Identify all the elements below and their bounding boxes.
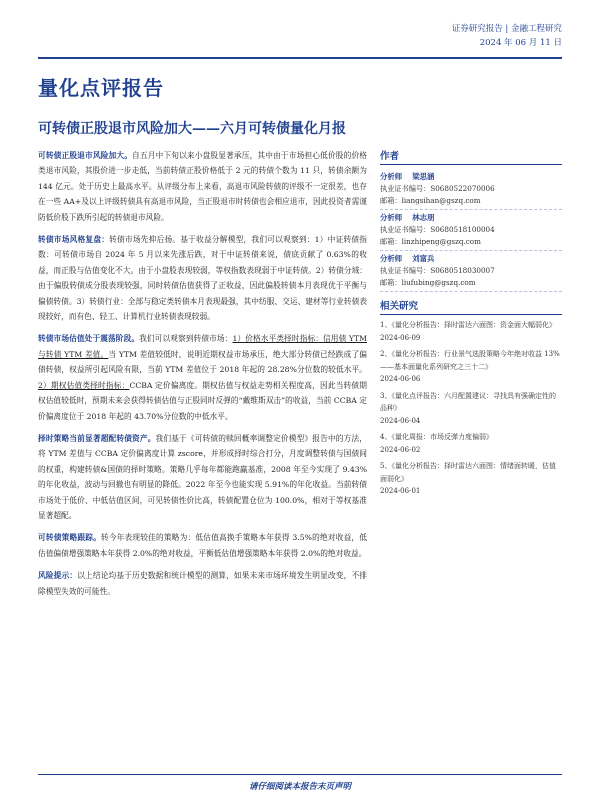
paragraph-strategy-tracking xyxy=(38,530,367,561)
page-title: 可转债正股退市风险加大——六月可转债量化月报 xyxy=(38,121,346,137)
paragraph-lead: 可转债正股退市风险加大。 xyxy=(38,151,133,160)
footer-disclaimer: 请仔细阅读本报告末页声明 xyxy=(248,782,351,792)
paragraph-text: 我们基于《可转债的赎回概率调整定价模型》报告中的方法，将 YTM 差值与 CCBA 定价偏离度计算 zscore，并形成择时综合打分，月度调整转债与国债间的权重，构建转债&国债的择时策略。策略几乎每年都能跑赢基准，2008 年至今实现了 9.43%的年化收益，波动与回撤也有明显的降低。2022 年至今也能实现 5.91%的年化收益。当前转债市场处于低价、中低估值区间，可见转债性价比高，转债配置仓位为 100.0%，相对于等权基准显著超配。 xyxy=(38,433,367,520)
related-research-item[interactable] xyxy=(380,460,562,498)
analyst-email[interactable]: 邮箱：liufubing@gszq.com xyxy=(380,277,476,287)
analyst-card xyxy=(380,169,562,210)
paragraph-lead: 转债市场风格复盘： xyxy=(38,235,110,245)
related-research-item[interactable] xyxy=(380,431,562,456)
paragraph-timing-strategy xyxy=(38,431,367,523)
related-date: 2024-06-04 xyxy=(380,416,421,425)
analyst-cert: 执业证书编号：S0680518100004 xyxy=(380,225,495,234)
analyst-name: 林志朋 xyxy=(412,213,435,222)
analyst-role: 分析师 xyxy=(380,254,403,263)
report-header xyxy=(452,22,562,50)
related-date: 2024-06-01 xyxy=(380,487,421,495)
related-date: 2024-06-02 xyxy=(380,445,421,454)
analyst-name: 刘富兵 xyxy=(412,254,435,263)
paragraph-text: 当 YTM 差值较低时，说明近期权益市场承压，绝大部分转债已经跌成了偏债转债，权益所引起风险有限，当前 YTM 差值位于 2018 年起的 28.28%分位数的较低水平。 xyxy=(38,349,367,375)
related-title[interactable]: 2、《量化分析报告：行业景气选股策略今年绝对收益 13%——基本面量化系列研究之三十二》 xyxy=(380,350,560,371)
related-title[interactable]: 1、《量化分析报告：择时雷达六面图：资金面大幅弱化》 xyxy=(380,321,556,329)
analyst-cert: 执业证书编号：S0680518030007 xyxy=(380,266,495,275)
paragraph-valuation xyxy=(38,331,367,423)
indicator-option-valuation: 2）期权估值类择时指标： xyxy=(38,380,130,390)
analyst-card xyxy=(380,251,562,292)
related-date: 2024-06-06 xyxy=(380,375,421,383)
indicator-ytm-spread: 1）价格水平类择时指标：信用债 YTM 与转债 YTM 差值。 xyxy=(38,334,367,359)
paragraph-lead: 可转债策略跟踪。 xyxy=(38,533,101,543)
report-type: 量化点评报告 xyxy=(38,76,164,100)
analyst-role: 分析师 xyxy=(380,213,403,222)
header-divider xyxy=(38,57,562,59)
related-research-item[interactable] xyxy=(380,348,562,386)
paragraph-lead: 择时策略当前显著超配转债资产。 xyxy=(38,433,156,443)
paragraph-text: 转今年表现较佳的策略为：低估值高换手策略本年获得 3.5%的绝对收益，低估值偏债增强策略本年获得 2.0%的绝对收益，平衡低估值增强策略本年获得 2.0%的绝对收益。 xyxy=(38,533,367,558)
analyst-email[interactable]: 邮箱：liangsihan@gszq.com xyxy=(380,195,481,205)
paragraph-text: 以上结论均基于历史数据和统计模型的测算，如果未来市场环境发生明显改变，不排除模型失效的可能性。 xyxy=(38,571,367,596)
paragraph-style-review xyxy=(38,232,367,324)
related-title[interactable]: 5、《量化分析报告：择时雷达六面图：情绪面转暖，估值面弱化》 xyxy=(380,462,556,483)
analyst-role: 分析师 xyxy=(380,172,403,181)
analyst-cert: 执业证书编号：S0680522070006 xyxy=(380,184,495,193)
analyst-card xyxy=(380,210,562,251)
paragraph-delisting-risk xyxy=(38,148,367,225)
related-research-heading: 相关研究 xyxy=(380,298,562,315)
related-research-item[interactable] xyxy=(380,390,562,428)
related-date: 2024-06-09 xyxy=(380,333,421,342)
paragraph-text: 自五月中下旬以来小盘股显著承压，其中由于市场担心低价股的价格类退市风险，其股价进一步走低，当前转债正股价格低于 2 元的转债个数为 11 只，转债余额为 144 亿元。处于历史上最高水平。从评级分布上来看，高退市风险转债的评级不一定很差，也存在一些 AA+及以上评级转债具有高退市风险，当正股退市时转债也会相应退市，因此投资者需谨防低价股下跌所引起的转债退市风险。 xyxy=(38,151,367,222)
paragraph-text: CCBA 定价偏离度。期权估值与权益走势相关程度高，因此当转债期权估值较低时，预期未来会获得转债估值与正股同时反弹的“戴维斯双击”的收益，当前 CCBA 定价偏离度位于 2018 年起的 43.70%分位数的中低水平。 xyxy=(38,380,367,421)
related-research-item[interactable] xyxy=(380,319,562,344)
authors-heading: 作者 xyxy=(380,148,562,165)
paragraph-text: 我们可以观察到转债市场： xyxy=(139,334,233,344)
header-org: 证券研究报告 | 金融工程研究 xyxy=(451,24,562,34)
paragraph-text: 转债市场先抑后扬。基于收益分解模型，我们可以观察到：1）中证转债指数：可转债市场自 2024 年 5 月以来先涨后跌，对于中证转债来说，债底贡献了 0.63%的收益，而正股与估值变化不大。由于小盘股表现较弱，等权指数表现弱于中证转债。2）转债分域：由于偏股转债成分股表现较强，同时转债估值获得了正收益，因此偏股转债本月表现优于平衡与偏债转债。3）转债行业：全部与稳定类转债本月表现最强，其中纺服、交运、建材等行业转债表现较好，而有色、轻工、计算机行业转债表现较弱。 xyxy=(38,235,367,322)
analyst-email[interactable]: 邮箱：linzhipeng@gszq.com xyxy=(380,236,481,246)
analyst-name: 梁思涵 xyxy=(412,172,435,181)
paragraph-lead: 转债市场估值处于震荡阶段。 xyxy=(38,334,140,344)
related-title[interactable]: 4、《量化周报：市场反弹力度偏弱》 xyxy=(380,433,493,441)
paragraph-lead: 风险提示： xyxy=(38,571,78,581)
related-title[interactable]: 3、《量化点评报告：六月配置建议：寻找具有强确定性的品种》 xyxy=(380,391,556,412)
main-body xyxy=(38,148,367,606)
sidebar xyxy=(380,148,562,502)
header-date: 2024 年 06 月 11 日 xyxy=(479,38,562,48)
footer-divider xyxy=(38,774,562,775)
paragraph-risk-warning xyxy=(38,568,367,599)
